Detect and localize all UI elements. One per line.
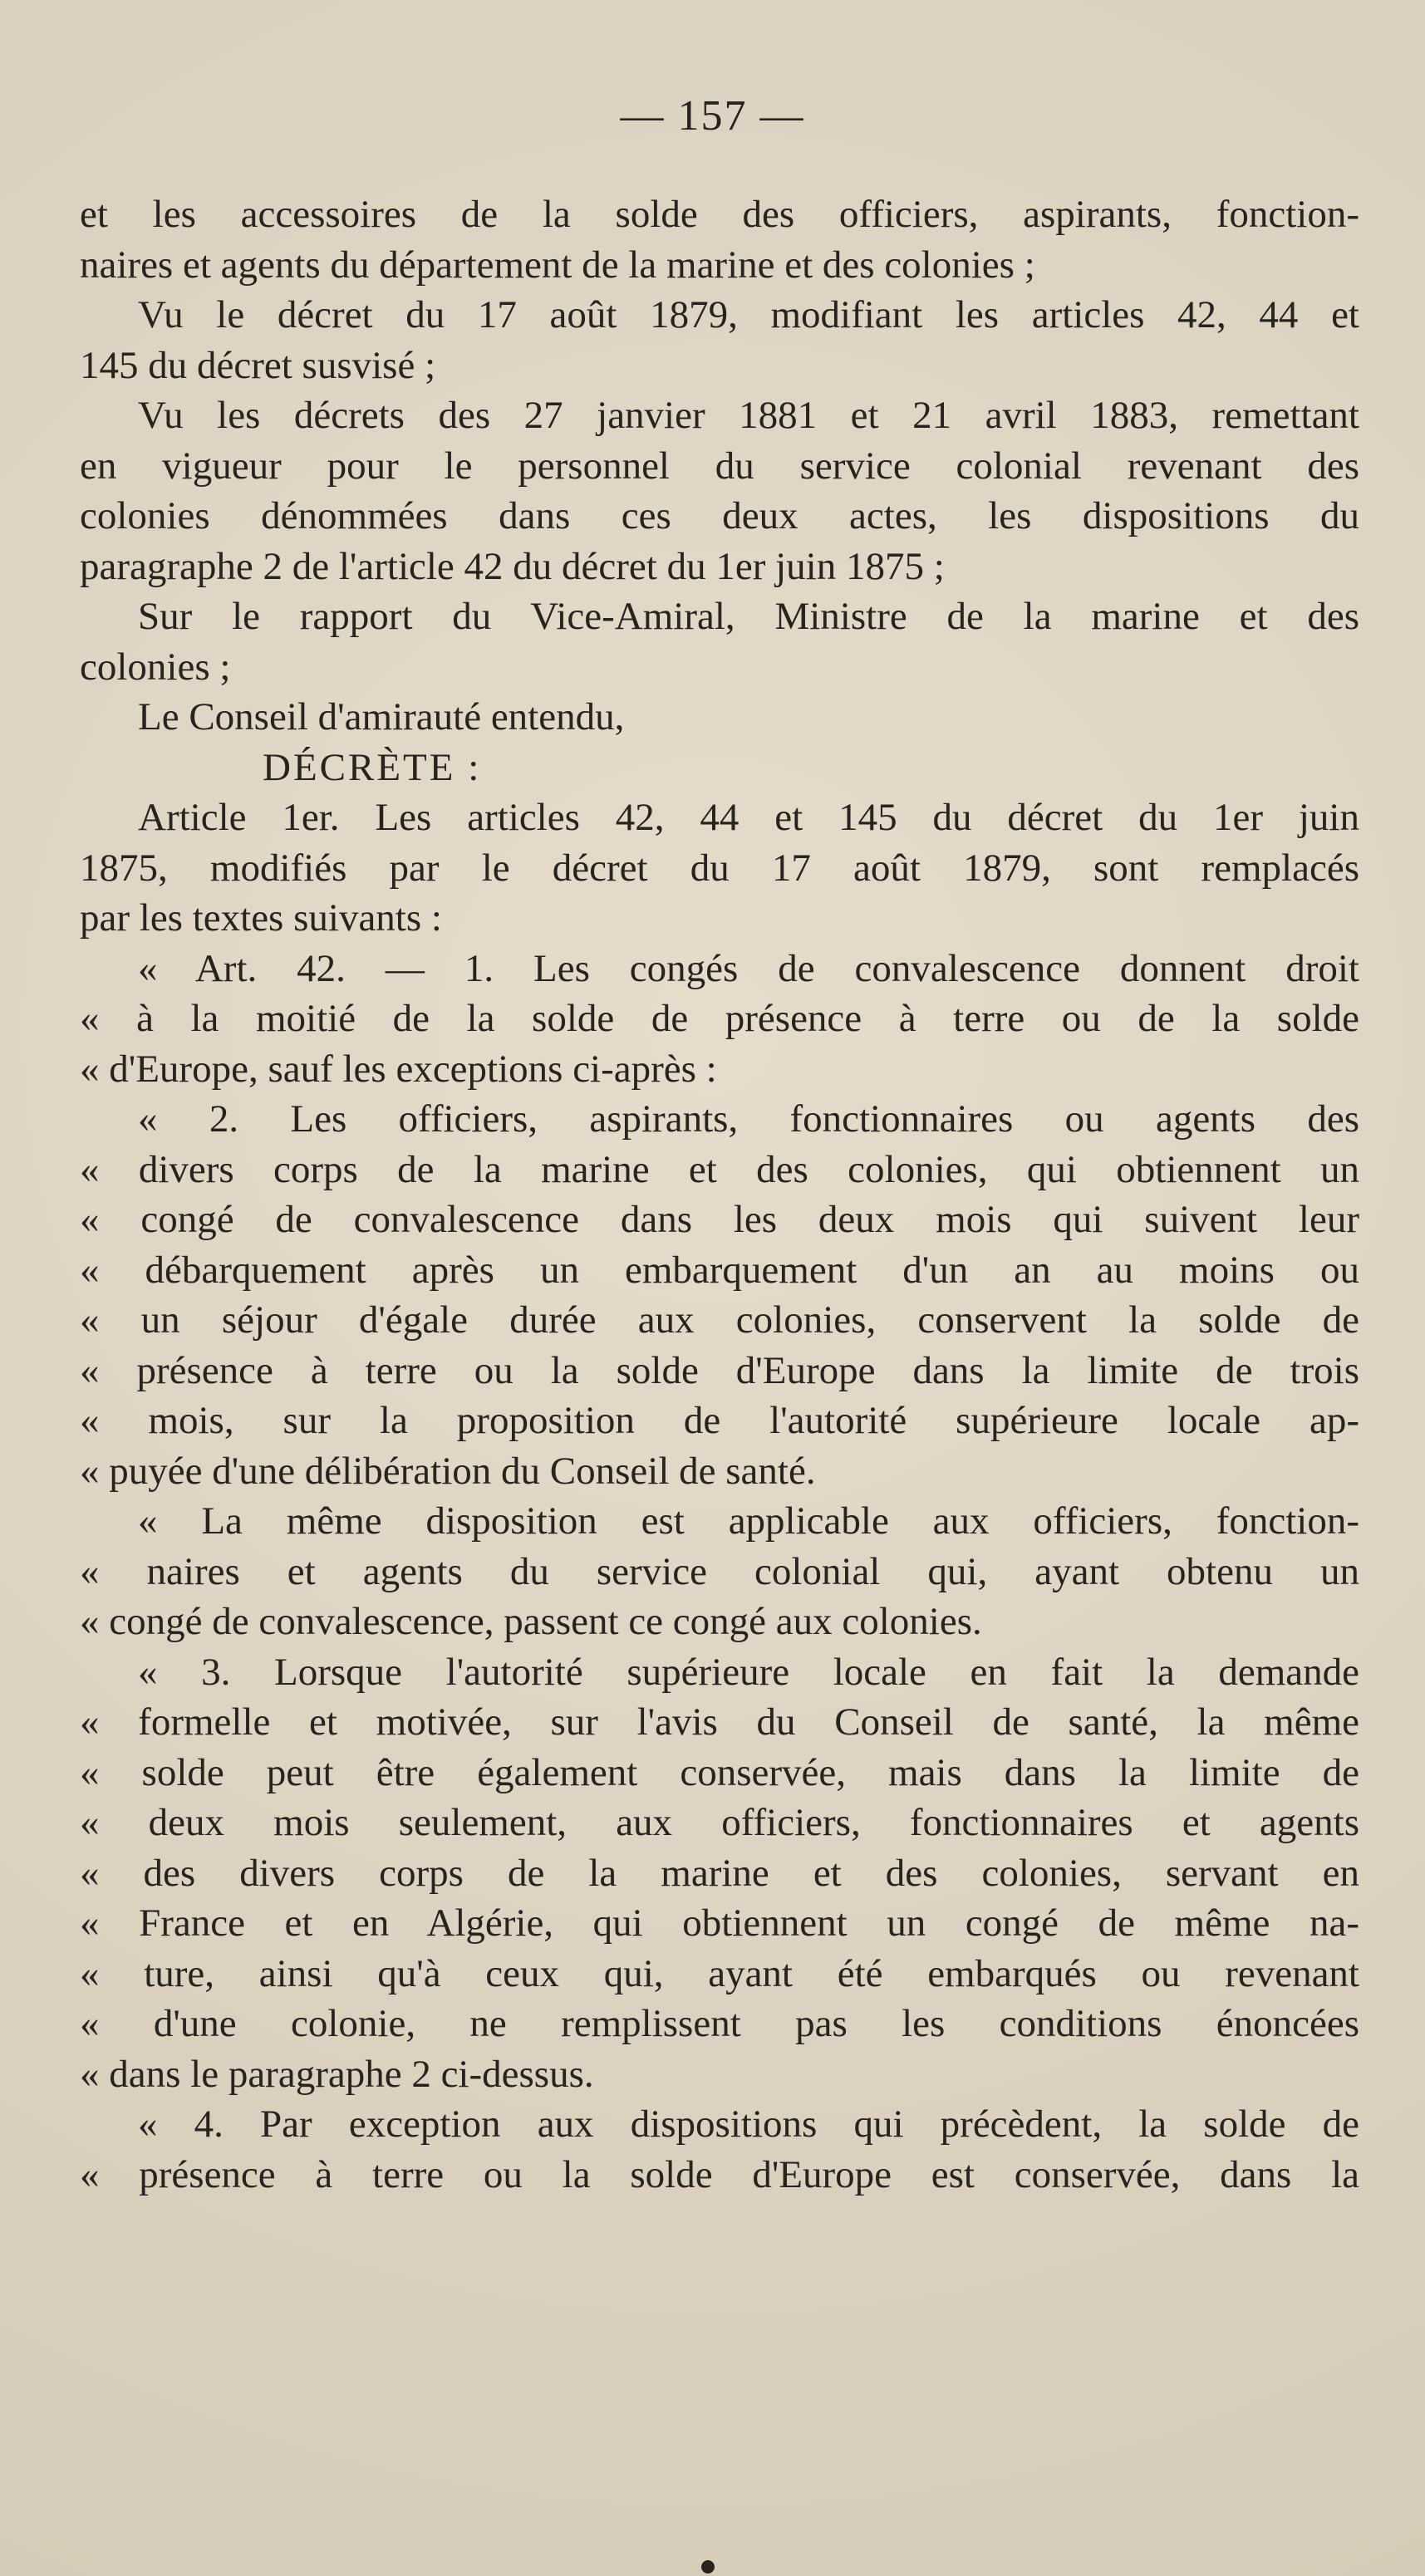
text-line: « 4. Par exception aux dispositions qui précèdent, la solde de bbox=[138, 2103, 1359, 2146]
text-line: « 2. Les officiers, aspirants, fonctionnaires ou agents des bbox=[138, 1097, 1359, 1141]
text-line: « Art. 42. — 1. Les congés de convalescence donnent droit bbox=[138, 946, 1359, 990]
text-line: « un séjour d'égale durée aux colonies, conservent la solde de bbox=[80, 1298, 1359, 1342]
text-line: en vigueur pour le personnel du service colonial revenant des bbox=[80, 444, 1359, 488]
text-line: Sur le rapport du Vice-Amiral, Ministre de la marine et des bbox=[138, 595, 1359, 638]
text-line: « congé de convalescence dans les deux mois qui suivent leur bbox=[80, 1198, 1359, 1241]
text-line: 1875, modifiés par le décret du 17 août 1879, sont remplacés bbox=[80, 846, 1359, 890]
text-line: DÉCRÈTE : bbox=[263, 745, 482, 789]
text-line: par les textes suivants : bbox=[80, 896, 442, 940]
text-line: « des divers corps de la marine et des colonies, servant en bbox=[80, 1851, 1359, 1895]
text-line: paragraphe 2 de l'article 42 du décret du 1er juin 1875 ; bbox=[80, 544, 945, 588]
text-line: Article 1er. Les articles 42, 44 et 145 du décret du 1er juin bbox=[138, 796, 1359, 839]
text-line: colonies ; bbox=[80, 645, 231, 689]
text-line: « 3. Lorsque l'autorité supérieure locale en fait la demande bbox=[138, 1650, 1359, 1694]
text-line: Vu le décret du 17 août 1879, modifiant les articles 42, 44 et bbox=[138, 293, 1359, 336]
text-line: « formelle et motivée, sur l'avis du Conseil de santé, la même bbox=[80, 1700, 1359, 1744]
text-line: « mois, sur la proposition de l'autorité supérieure locale ap- bbox=[80, 1399, 1359, 1442]
text-line: « à la moitié de la solde de présence à terre ou de la solde bbox=[80, 997, 1359, 1040]
text-line: Le Conseil d'amirauté entendu, bbox=[138, 695, 625, 738]
text-line: « présence à terre ou la solde d'Europe est conservée, dans la bbox=[80, 2152, 1359, 2196]
text-line: « d'une colonie, ne remplissent pas les conditions énoncées bbox=[80, 2002, 1359, 2045]
text-line: « présence à terre ou la solde d'Europe dans la limite de trois bbox=[80, 1348, 1359, 1392]
body-text bbox=[80, 189, 1359, 2200]
text-line: « congé de convalescence, passent ce congé aux colonies. bbox=[80, 1600, 982, 1643]
text-line: « naires et agents du service colonial qui, ayant obtenu un bbox=[80, 1549, 1359, 1593]
text-line: « deux mois seulement, aux officiers, fonctionnaires et agents bbox=[80, 1801, 1359, 1844]
text-line: naires et agents du département de la marine et des colonies ; bbox=[80, 243, 1035, 287]
text-line: « La même disposition est applicable aux officiers, fonction- bbox=[138, 1499, 1359, 1543]
page-number: — 157 — bbox=[620, 92, 805, 140]
text-line: « débarquement après un embarquement d'un an au moins ou bbox=[80, 1248, 1359, 1292]
text-line: « solde peut être également conservée, mais dans la limite de bbox=[80, 1750, 1359, 1794]
text-line: et les accessoires de la solde des officiers, aspirants, fonction- bbox=[80, 193, 1359, 236]
text-line: Vu les décrets des 27 janvier 1881 et 21 avril 1883, remettant bbox=[138, 394, 1359, 437]
ink-dot-mark bbox=[701, 2560, 715, 2574]
text-line: « d'Europe, sauf les exceptions ci-après : bbox=[80, 1047, 717, 1091]
text-line: « ture, ainsi qu'à ceux qui, ayant été embarqués ou revenant bbox=[80, 1951, 1359, 1995]
text-line: « puyée d'une délibération du Conseil de santé. bbox=[80, 1449, 816, 1493]
text-line: « dans le paragraphe 2 ci-dessus. bbox=[80, 2052, 594, 2096]
text-line: 145 du décret susvisé ; bbox=[80, 343, 436, 387]
text-line: « divers corps de la marine et des colonies, qui obtiennent un bbox=[80, 1147, 1359, 1191]
text-line: « France et en Algérie, qui obtiennent un congé de même na- bbox=[80, 1901, 1359, 1945]
text-line: colonies dénommées dans ces deux actes, les dispositions du bbox=[80, 494, 1359, 537]
